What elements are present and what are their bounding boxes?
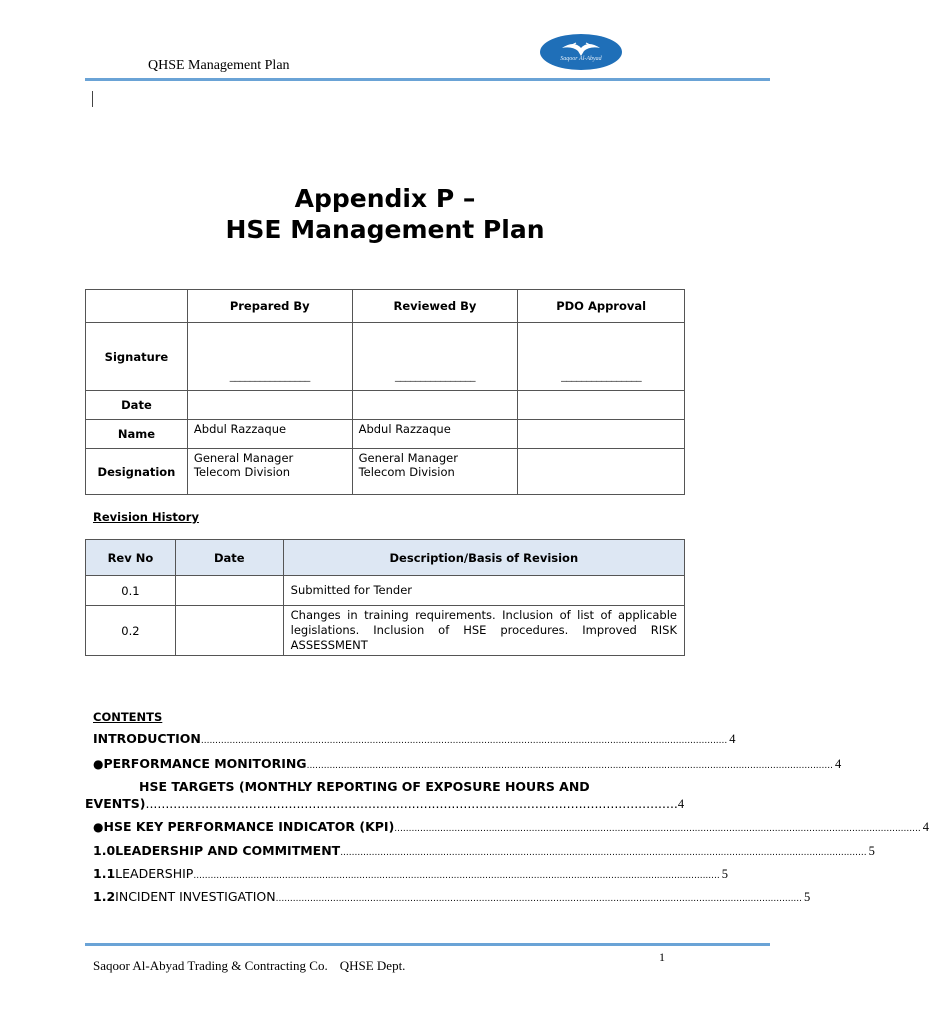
- table-row: [86, 576, 685, 606]
- row-label-name: Name: [86, 420, 188, 449]
- signature-line-prepared[interactable]: ________________: [187, 323, 352, 391]
- name-cell-approval: [518, 420, 685, 449]
- toc-leader: ........................................................................................................................................................................................: [306, 761, 833, 771]
- falcon-icon: [540, 34, 622, 70]
- designation-cell-reviewed: [352, 449, 518, 495]
- header-divider: [85, 78, 770, 81]
- toc-entry-leadership[interactable]: [93, 866, 728, 882]
- page-number: 1: [659, 950, 665, 964]
- toc-number: 1.0: [93, 843, 116, 858]
- footer-department: QHSE Dept.: [339, 958, 406, 973]
- column-reviewed-by: Reviewed By: [352, 290, 518, 323]
- column-rev-no: Rev No: [86, 540, 176, 576]
- row-label-signature: Signature: [86, 323, 188, 391]
- toc-entry-kpi[interactable]: [93, 819, 929, 835]
- revision-history-heading: Revision History: [93, 510, 199, 524]
- signature-line-reviewed[interactable]: ________________: [352, 323, 518, 391]
- toc-page: 4: [729, 732, 736, 746]
- column-pdo-approval: PDO Approval: [518, 290, 685, 323]
- toc-leader: ......................................................................................................................................: [145, 796, 678, 811]
- document-title-line2: HSE Management Plan: [225, 215, 545, 244]
- rev-description: Changes in training requirements. Inclusion of list of applicable legislations. Inclusion of HSE procedures. Improved RISK ASSESSMENT: [283, 606, 684, 656]
- toc-entry-introduction[interactable]: [93, 731, 736, 747]
- column-prepared-by: Prepared By: [187, 290, 352, 323]
- rev-date: [175, 576, 283, 606]
- toc-leader: ........................................................................................................................................................................................: [193, 871, 720, 881]
- row-label-designation: Designation: [86, 449, 188, 495]
- footer-text: [93, 958, 405, 974]
- toc-label-line2: EVENTS): [85, 796, 146, 811]
- toc-label: LEADERSHIP AND COMMITMENT: [115, 843, 341, 858]
- text-cursor: [92, 91, 93, 107]
- approval-table: [85, 289, 685, 495]
- footer-company: Saqoor Al-Abyad Trading & Contracting Co.: [93, 958, 328, 973]
- toc-page: 5: [721, 867, 728, 881]
- toc-entry-performance-monitoring[interactable]: [93, 756, 842, 772]
- rev-description: Submitted for Tender: [283, 576, 684, 606]
- logo-text: Saqoor Al-Abyad: [560, 56, 602, 62]
- company-logo: [540, 34, 622, 70]
- name-cell-prepared: Abdul Razzaque: [187, 420, 352, 449]
- toc-label: LEADERSHIP: [115, 866, 194, 881]
- name-cell-reviewed: Abdul Razzaque: [352, 420, 518, 449]
- date-cell-prepared[interactable]: [187, 391, 352, 420]
- table-row: [86, 606, 685, 656]
- date-cell-approval[interactable]: [518, 391, 685, 420]
- toc-number: 1.1: [93, 866, 116, 881]
- header-title: QHSE Management Plan: [148, 58, 290, 73]
- rev-number: 0.2: [86, 606, 176, 656]
- toc-label-line1: HSE TARGETS (MONTHLY REPORTING OF EXPOSURE HOURS AND: [139, 779, 590, 794]
- toc-label: PERFORMANCE MONITORING: [103, 756, 307, 771]
- toc-leader: ........................................................................................................................................................................................: [275, 894, 803, 904]
- designation-title: General Manager: [358, 451, 458, 465]
- toc-entry-hse-targets[interactable]: [85, 779, 685, 812]
- toc-label: HSE KEY PERFORMANCE INDICATOR (KPI): [103, 819, 395, 834]
- toc-entry-leadership-commitment[interactable]: [93, 843, 875, 859]
- toc-label: INTRODUCTION: [93, 731, 201, 746]
- row-label-date: Date: [86, 391, 188, 420]
- toc-page: 5: [868, 844, 875, 858]
- toc-page: 5: [804, 890, 811, 904]
- designation-title: General Manager: [193, 451, 294, 465]
- toc-leader: ........................................................................................................................................................................................: [394, 824, 921, 834]
- date-cell-reviewed[interactable]: [352, 391, 518, 420]
- rev-number: 0.1: [86, 576, 176, 606]
- toc-leader: ........................................................................................................................................................................................: [340, 848, 867, 858]
- toc-page: 4: [677, 797, 685, 811]
- designation-division: Telecom Division: [358, 465, 455, 479]
- rev-date: [175, 606, 283, 656]
- document-title-line1: Appendix P –: [294, 184, 476, 213]
- toc-leader: ........................................................................................................................................................................................: [200, 736, 728, 746]
- footer-divider: [85, 943, 770, 946]
- toc-entry-incident-investigation[interactable]: [93, 889, 811, 905]
- toc-page: 4: [922, 820, 929, 834]
- designation-cell-prepared: [187, 449, 352, 495]
- bullet-icon: ●: [93, 757, 104, 771]
- toc-number: 1.2: [93, 889, 116, 904]
- toc-page: 4: [834, 757, 842, 771]
- toc-label: INCIDENT INVESTIGATION: [115, 889, 276, 904]
- revision-history-table: [85, 539, 685, 656]
- bullet-icon: ●: [93, 820, 104, 834]
- designation-cell-approval: [518, 449, 685, 495]
- signature-line-approval[interactable]: ________________: [518, 323, 685, 391]
- column-description: Description/Basis of Revision: [283, 540, 684, 576]
- column-date: Date: [175, 540, 283, 576]
- toc-label-line2-row: [85, 796, 685, 812]
- table-corner-cell: [86, 290, 188, 323]
- designation-division: Telecom Division: [193, 465, 291, 479]
- contents-heading: CONTENTS: [93, 710, 163, 724]
